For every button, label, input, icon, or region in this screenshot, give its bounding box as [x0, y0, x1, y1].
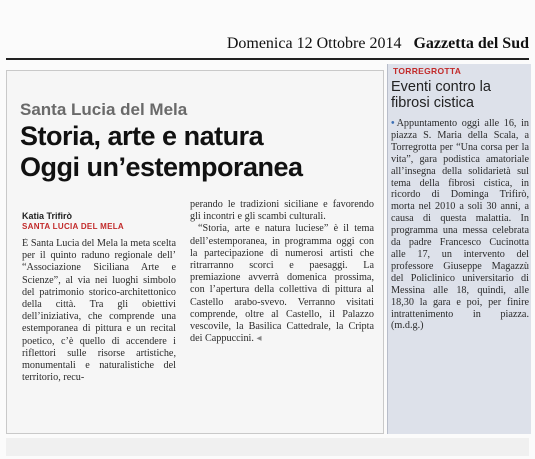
sidebar-body	[391, 118, 529, 418]
sidebar-body-text: Appuntamento oggi alle 16, in piazza S. Maria della Scala, a Torregrotta per “Una corsa per la vita”, gara podistica amatoriale all’insegna della solidarietà sul tema della fibrosi cistica, in ricordo di Dominga Trifirò, morta nel 2010 a soli 30 anni, a causa di questa malattia. In programma una messa celebrata da padre Francesco Cucinotta alle 17, un intervento del professore Giuseppe Magazzù del Policlinico universitario di Messina alle 18, quindi, alle 18,30 la gara e poi, per finire intrattenimento in piazza. (m.d.g.)	[391, 118, 529, 332]
headline-line-2: Oggi un’estemporanea	[20, 152, 303, 182]
article-paragraph-1: È Santa Lucia del Mela la meta scelta per il quinto raduno regionale dell’ “Associazione Siciliana Arte e Scienze”, al via nei luoghi simbolo del patrimonio storico-architettonico della città. Tra gli obiettivi dell’iniziativa, che comprende una estemporanea di pittura e un recital poetico, c’è quello di accendere i riflettori sulle risorse artistiche, monumentali e naturalistiche del territorio, recu-	[22, 238, 176, 384]
article-paragraph-continuation: perando le tradizioni siciliane e favorendo gli incontri e gli scambi culturali.	[190, 199, 374, 223]
article-dateline: SANTA LUCIA DEL MELA	[22, 222, 124, 231]
publication-date: Domenica 12 Ottobre 2014	[226, 35, 402, 52]
article-paragraph-2-text: “Storia, arte e natura luciese” è il tema dell’estemporanea, in programma oggi con la partecipazione di numerosi artisti che ritrarranno scorci e paesaggi. La premiazione avverrà domenica prossima, con l’apertura della collettiva di pittura al Castello arabo-svevo. Verranno visitati comprende, oltre al Castello, il Palazzo vescovile, la Basilica Cattedrale, la Cripta dei Cappuccini.	[190, 223, 374, 345]
article-column-2	[190, 199, 374, 425]
sidebar-headline: Eventi contro la fibrosi cistica	[391, 79, 491, 111]
bullet-icon: •	[391, 118, 395, 129]
page-bottom-margin	[6, 438, 529, 456]
masthead-rule	[6, 58, 529, 60]
article-kicker: Santa Lucia del Mela	[20, 100, 188, 119]
headline-line-1: Storia, arte e natura	[20, 121, 264, 151]
masthead	[6, 34, 529, 54]
newspaper-name: Gazzetta del Sud	[413, 35, 529, 52]
article-author: Katia Trifirò	[22, 211, 73, 221]
article-column-1	[22, 238, 176, 428]
bleed-through-text	[14, 74, 379, 96]
article-headline	[20, 121, 380, 183]
article-paragraph-2	[190, 223, 374, 345]
sidebar-dateline: TORREGROTTA	[393, 66, 462, 76]
end-of-article-icon: ◂	[256, 333, 262, 345]
